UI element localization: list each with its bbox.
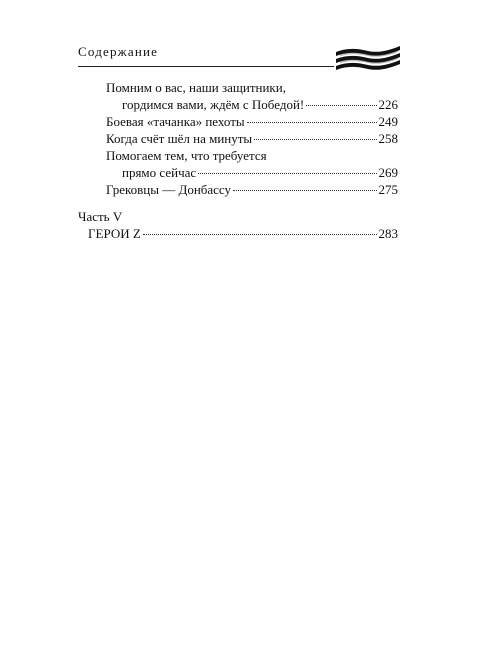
table-of-contents <box>78 79 398 242</box>
st-george-ribbon-icon <box>334 42 402 72</box>
toc-entry-line: гордимся вами, ждём с Победой! <box>122 97 305 112</box>
toc-entry-line: Помним о вас, наши защитники, <box>106 80 286 95</box>
running-header-title: Содержание <box>78 44 159 59</box>
toc-page-number: 283 <box>378 226 398 241</box>
toc-part-label: Часть V <box>78 209 123 224</box>
dot-leader <box>306 93 376 106</box>
toc-page-number: 269 <box>378 165 398 180</box>
toc-entry[interactable] <box>78 181 398 198</box>
toc-part-title: ГЕРОИ Z <box>88 226 141 241</box>
dot-leader <box>247 110 377 123</box>
toc-entry-line: Грековцы — Донбассу <box>106 182 232 197</box>
toc-entry[interactable] <box>78 79 398 113</box>
toc-page-number: 275 <box>378 182 398 197</box>
toc-entry-line: Когда счёт шёл на минуты <box>106 131 253 146</box>
toc-entry-line: прямо сейчас <box>122 165 197 180</box>
toc-entry[interactable] <box>78 147 398 181</box>
toc-page-number: 258 <box>378 131 398 146</box>
toc-page-number: 249 <box>378 114 398 129</box>
dot-leader <box>233 178 376 191</box>
header-rule <box>78 66 334 67</box>
toc-entry-line: Помогаем тем, что требуется <box>106 148 267 163</box>
dot-leader <box>254 127 376 140</box>
toc-entry-line: Боевая «тачанка» пехоты <box>106 114 245 129</box>
toc-page-number: 226 <box>378 97 398 112</box>
toc-entry[interactable] <box>78 130 398 147</box>
dot-leader <box>198 161 376 174</box>
toc-part[interactable] <box>78 208 398 242</box>
dot-leader <box>143 222 377 235</box>
